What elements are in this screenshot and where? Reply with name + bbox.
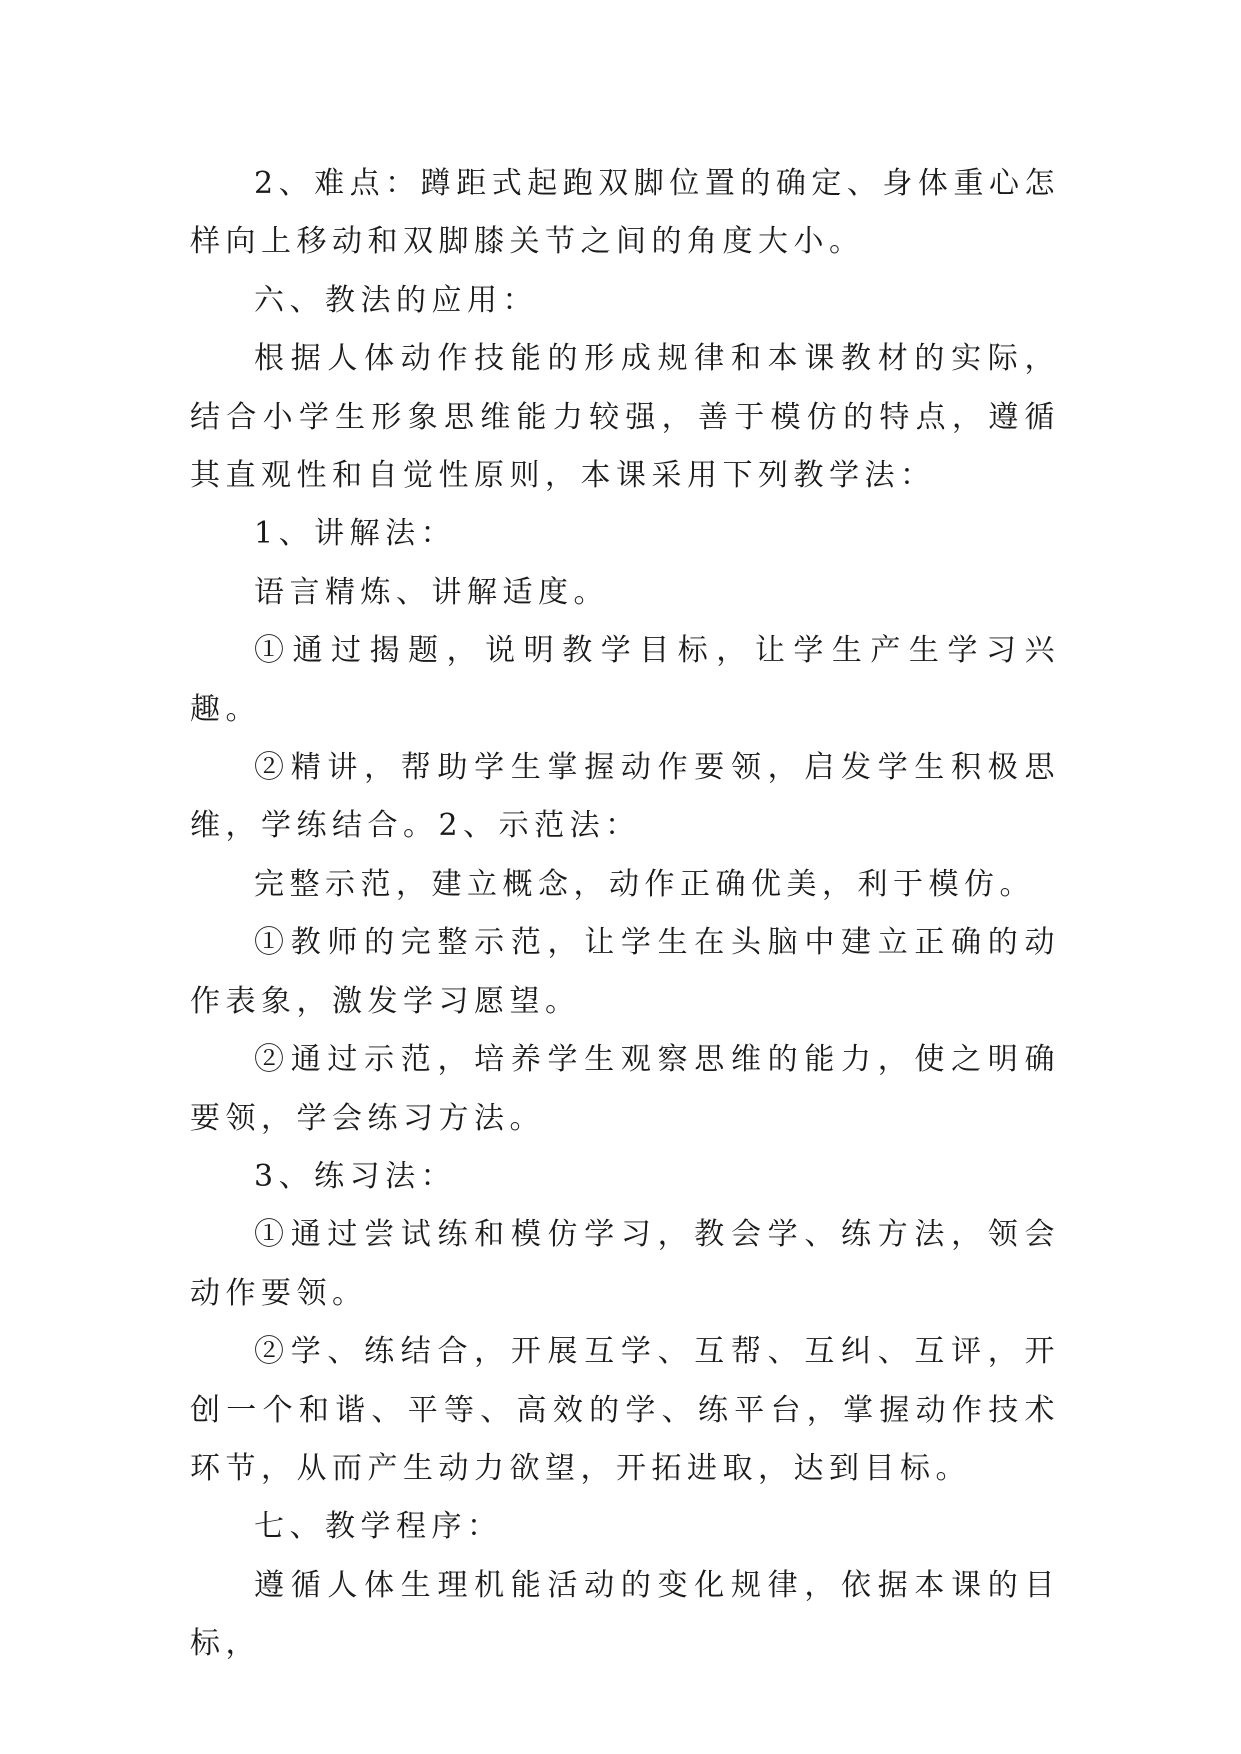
paragraph-demonstration-point-2: ②通过示范，培养学生观察思维的能力，使之明确要领，学会练习方法。 xyxy=(190,1042,1060,1136)
paragraph-explanation-point-1: ①通过揭题，说明教学目标，让学生产生学习兴趣。 xyxy=(190,633,1060,727)
paragraph-practice-point-1: ①通过尝试练和模仿学习，教会学、练方法，领会动作要领。 xyxy=(190,1217,1060,1311)
paragraph-explanation-point-2: ②精讲，帮助学生掌握动作要领，启发学生积极思维，学练结合。2、示范法： xyxy=(190,750,1060,844)
paragraph-demonstration-point-1: ①教师的完整示范，让学生在头脑中建立正确的动作表象，激发学习愿望。 xyxy=(190,925,1060,1019)
heading-practice-method: 3、练习法： xyxy=(254,1158,457,1194)
paragraph-explanation-summary: 语言精炼、讲解适度。 xyxy=(254,574,609,610)
heading-explanation-method: 1、讲解法： xyxy=(254,516,457,552)
paragraph-practice-point-2: ②学、练结合，开展互学、互帮、互纠、互评，开创一个和谐、平等、高效的学、练平台，掌握动作技术环节，从而产生动力欲望，开拓进取，达到目标。 xyxy=(190,1334,1060,1486)
heading-teaching-procedure: 七、教学程序： xyxy=(254,1509,503,1545)
paragraph-demonstration-summary: 完整示范，建立概念，动作正确优美，利于模仿。 xyxy=(254,866,1035,902)
paragraph-method-basis: 根据人体动作技能的形成规律和本课教材的实际，结合小学生形象思维能力较强，善于模仿的特点，遵循其直观性和自觉性原则，本课采用下列教学法： xyxy=(190,341,1060,494)
paragraph-difficulty: 2、难点：蹲距式起跑双脚位置的确定、身体重心怎样向上移动和双脚膝关节之间的角度大小。 xyxy=(190,166,1060,260)
heading-teaching-methods: 六、教法的应用： xyxy=(254,282,538,318)
document-body xyxy=(190,155,1060,1674)
paragraph-procedure-intro: 遵循人体生理机能活动的变化规律，依据本课的目标， xyxy=(190,1567,1060,1662)
